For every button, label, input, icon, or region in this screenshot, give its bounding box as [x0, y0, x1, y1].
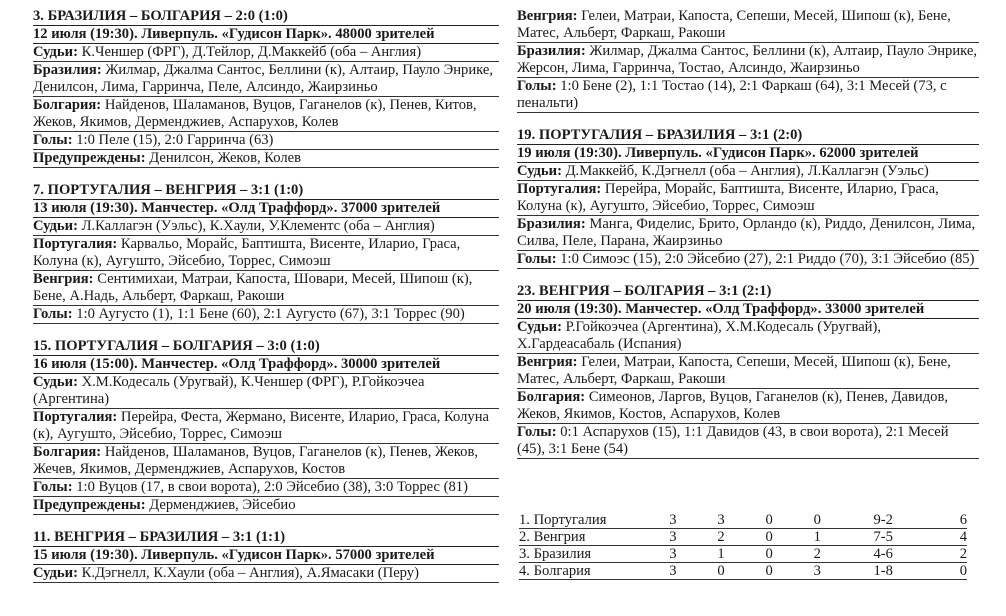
row-label: Голы : — [33, 306, 73, 322]
stat-cell: 3 — [649, 563, 697, 580]
match-title: 23. ВЕНГРИЯ – БОЛГАРИЯ – 3:1 (2:1) — [517, 283, 979, 301]
row-text: Симеонов, Ларгов, Вуцов, Гаганелов (к), Пенев, Давидов, Жеков, Якимов, Костов, Аспарухов, Колев — [517, 389, 948, 422]
match-title: 3. БРАЗИЛИЯ – БОЛГАРИЯ – 2:0 (1:0) — [33, 8, 499, 26]
right-column — [517, 8, 979, 473]
match-title: 19. ПОРТУГАЛИЯ – БРАЗИЛИЯ – 3:1 (2:0) — [517, 127, 979, 145]
row-text: Р.Гойкоэчеа (Аргентина), Х.М.Кодесаль (Уругвай), Х.Гардеасабаль (Испания) — [517, 319, 882, 352]
match-title: 7. ПОРТУГАЛИЯ – ВЕНГРИЯ – 3:1 (1:0) — [33, 182, 499, 200]
match-detail-row — [33, 44, 499, 62]
group-standings-table — [519, 512, 967, 580]
stat-cell: 3 — [649, 512, 697, 529]
match-detail-row — [33, 497, 499, 515]
row-text: Сентимихаи, Матраи, Капоста, Шовари, Месей, Шипош (к), Бене, А.Надь, Альберт, Фаркаш, Ракоши — [33, 271, 473, 304]
match-title: 15. ПОРТУГАЛИЯ – БОЛГАРИЯ – 3:0 (1:0) — [33, 338, 499, 356]
stat-cell: 0 — [745, 529, 793, 546]
row-text: К.Ченшер (ФРГ), Д.Тейлор, Д.Маккейб (оба – Англия) — [77, 44, 422, 60]
match-block — [33, 182, 499, 324]
match-detail-row — [517, 8, 979, 43]
left-column — [33, 8, 499, 597]
match-detail-row — [33, 306, 499, 324]
row-label: Венгрия : — [33, 271, 94, 287]
row-text: Л.Каллагэн (Уэльс), К.Хаули, У.Клементс (оба – Англия) — [77, 218, 435, 234]
row-label: Португалия : — [33, 236, 117, 252]
row-label: Голы : — [517, 424, 557, 440]
row-label: Португалия : — [517, 181, 601, 197]
row-text: Найденов, Шаламанов, Вуцов, Гаганелов (к), Пенев, Жеков, Жечев, Якимов, Дерменджиев, Аспарухов, Костов — [33, 444, 478, 477]
match-detail-row — [33, 409, 499, 444]
match-detail-row — [517, 389, 979, 424]
match-block — [33, 338, 499, 515]
row-text: Жилмар, Джалма Сантос, Беллини (к), Алтаир, Пауло Энрике, Жерсон, Лима, Гарринча, Тостао, Алсиндо, Жаирзиньо — [517, 43, 977, 76]
match-detail-row — [33, 236, 499, 271]
row-text: Д.Маккейб, К.Дэгнелл (оба – Англия), Л.Каллагэн (Уэльс) — [561, 163, 929, 179]
match-detail-row — [517, 43, 979, 78]
match-detail-row — [33, 444, 499, 479]
stat-cell: 0 — [745, 563, 793, 580]
row-text: 0:1 Аспарухов (15), 1:1 Давидов (43, в свои ворота), 2:1 Месей (45), 3:1 Бене (54) — [517, 424, 949, 457]
match-detail-row — [33, 97, 499, 132]
row-label: Болгария : — [517, 389, 585, 405]
match-title: 11. ВЕНГРИЯ – БРАЗИЛИЯ – 3:1 (1:1) — [33, 529, 499, 547]
stat-cell: 0 — [745, 512, 793, 529]
row-text: 1:0 Симоэс (15), 2:0 Эйсебио (27), 2:1 Риддо (70), 3:1 Эйсебио (85) — [556, 251, 975, 267]
match-venue: 20 июля (19:30). Манчестер. «Олд Траффорд». 33000 зрителей — [517, 301, 979, 319]
row-text: Гелеи, Матраи, Капоста, Сепеши, Месей, Шипош (к), Бене, Матес, Альберт, Фаркаш, Ракоши — [517, 354, 951, 387]
match-block — [517, 283, 979, 459]
match-detail-row — [33, 132, 499, 150]
stat-cell: 3 — [649, 529, 697, 546]
match-detail-row — [517, 163, 979, 181]
stat-cell: 3 — [697, 512, 745, 529]
row-text: 1:0 Бене (2), 1:1 Тостао (14), 2:1 Фаркаш (64), 3:1 Месей (73, с пенальти) — [517, 78, 947, 111]
row-label: Судьи : — [517, 319, 562, 335]
match-detail-row — [33, 374, 499, 409]
row-label: Судьи : — [33, 218, 78, 234]
team-name: 1. Португалия — [519, 512, 649, 529]
match-block — [517, 8, 979, 113]
match-block — [517, 127, 979, 269]
row-text: К.Дэгнелл, К.Хаули (оба – Англия), А.Ямасаки (Перу) — [77, 565, 419, 581]
stat-cell: 3 — [793, 563, 841, 580]
match-detail-row — [33, 62, 499, 97]
row-label: Судьи : — [33, 565, 78, 581]
standings-row — [519, 529, 967, 546]
standings-row — [519, 563, 967, 580]
match-detail-row — [517, 354, 979, 389]
match-detail-row — [33, 565, 499, 583]
row-label: Голы : — [33, 132, 73, 148]
row-label: Судьи : — [517, 163, 562, 179]
goals-cell: 1-8 — [841, 563, 925, 580]
match-block — [33, 8, 499, 168]
row-label: Голы : — [33, 479, 73, 495]
row-label: Предупреждены : — [33, 497, 146, 513]
row-text: Х.М.Кодесаль (Уругвай), К.Ченшер (ФРГ), Р.Гойкоэчеа (Аргентина) — [33, 374, 425, 407]
stat-cell: 1 — [793, 529, 841, 546]
row-text: 1:0 Вуцов (17, в свои ворота), 2:0 Эйсебио (38), 3:0 Торрес (81) — [72, 479, 468, 495]
row-label: Голы : — [517, 78, 557, 94]
match-detail-row — [517, 181, 979, 216]
row-text: 1:0 Пеле (15), 2:0 Гарринча (63) — [72, 132, 274, 148]
row-text: Денилсон, Жеков, Колев — [145, 150, 302, 166]
stat-cell: 2 — [697, 529, 745, 546]
row-label: Предупреждены : — [33, 150, 146, 166]
match-venue: 16 июля (15:00). Манчестер. «Олд Траффорд». 30000 зрителей — [33, 356, 499, 374]
stat-cell: 3 — [649, 546, 697, 563]
row-text: 1:0 Аугусто (1), 1:1 Бене (60), 2:1 Аугусто (67), 3:1 Торрес (90) — [72, 306, 465, 322]
match-detail-row — [517, 78, 979, 113]
match-detail-row — [33, 479, 499, 497]
match-venue: 15 июля (19:30). Ливерпуль. «Гудисон Парк». 57000 зрителей — [33, 547, 499, 565]
match-venue: 19 июля (19:30). Ливерпуль. «Гудисон Парк». 62000 зрителей — [517, 145, 979, 163]
stat-cell: 2 — [793, 546, 841, 563]
row-text: Дерменджиев, Эйсебио — [145, 497, 296, 513]
team-name: 4. Болгария — [519, 563, 649, 580]
goals-cell: 9-2 — [841, 512, 925, 529]
row-label: Болгария : — [33, 444, 101, 460]
points-cell: 2 — [925, 546, 967, 563]
row-text: Перейра, Морайс, Баптишта, Висенте, Иларио, Граса, Колуна (к), Аугушто, Эйсебио, Торрес, Симоэш — [517, 181, 939, 214]
goals-cell: 7-5 — [841, 529, 925, 546]
standings-row — [519, 546, 967, 563]
match-venue: 12 июля (19:30). Ливерпуль. «Гудисон Парк». 48000 зрителей — [33, 26, 499, 44]
row-label: Бразилия : — [517, 216, 586, 232]
points-cell: 0 — [925, 563, 967, 580]
row-label: Судьи : — [33, 374, 78, 390]
row-label: Голы : — [517, 251, 557, 267]
stat-cell: 0 — [697, 563, 745, 580]
row-text: Жилмар, Джалма Сантос, Беллини (к), Алтаир, Пауло Энрике, Денилсон, Лима, Гарринча, Пеле, Алсиндо, Жаирзиньо — [33, 62, 493, 95]
row-text: Найденов, Шаламанов, Вуцов, Гаганелов (к), Пенев, Китов, Жеков, Якимов, Дерменджиев, Аспарухов, Колев — [33, 97, 477, 130]
row-text: Карвальо, Морайс, Баптишта, Висенте, Иларио, Граса, Колуна (к), Аугушто, Эйсебио, Торрес, Симоэш — [33, 236, 461, 269]
match-block — [33, 529, 499, 583]
row-text: Манга, Фиделис, Брито, Орландо (к), Риддо, Денилсон, Лима, Силва, Пеле, Парана, Жаирзиньо — [517, 216, 976, 249]
match-detail-row — [517, 424, 979, 459]
row-label: Венгрия : — [517, 8, 578, 24]
standings-row — [519, 512, 967, 529]
match-detail-row — [517, 251, 979, 269]
match-detail-row — [33, 271, 499, 306]
stat-cell: 0 — [745, 546, 793, 563]
row-label: Судьи : — [33, 44, 78, 60]
row-text: Перейра, Феста, Жермано, Висенте, Иларио, Граса, Колуна (к), Аугушто, Эйсебио, Торрес, Симоэш — [33, 409, 490, 442]
match-detail-row — [33, 150, 499, 168]
row-label: Болгария : — [33, 97, 101, 113]
match-detail-row — [517, 216, 979, 251]
team-name: 2. Венгрия — [519, 529, 649, 546]
team-name: 3. Бразилия — [519, 546, 649, 563]
row-label: Португалия : — [33, 409, 117, 425]
row-label: Бразилия : — [33, 62, 102, 78]
points-cell: 6 — [925, 512, 967, 529]
stat-cell: 1 — [697, 546, 745, 563]
row-text: Гелеи, Матраи, Капоста, Сепеши, Месей, Шипош (к), Бене, Матес, Альберт, Фаркаш, Ракоши — [517, 8, 951, 41]
row-label: Венгрия : — [517, 354, 578, 370]
points-cell: 4 — [925, 529, 967, 546]
match-detail-row — [517, 319, 979, 354]
stat-cell: 0 — [793, 512, 841, 529]
match-detail-row — [33, 218, 499, 236]
row-label: Бразилия : — [517, 43, 586, 59]
goals-cell: 4-6 — [841, 546, 925, 563]
match-venue: 13 июля (19:30). Манчестер. «Олд Траффорд». 37000 зрителей — [33, 200, 499, 218]
